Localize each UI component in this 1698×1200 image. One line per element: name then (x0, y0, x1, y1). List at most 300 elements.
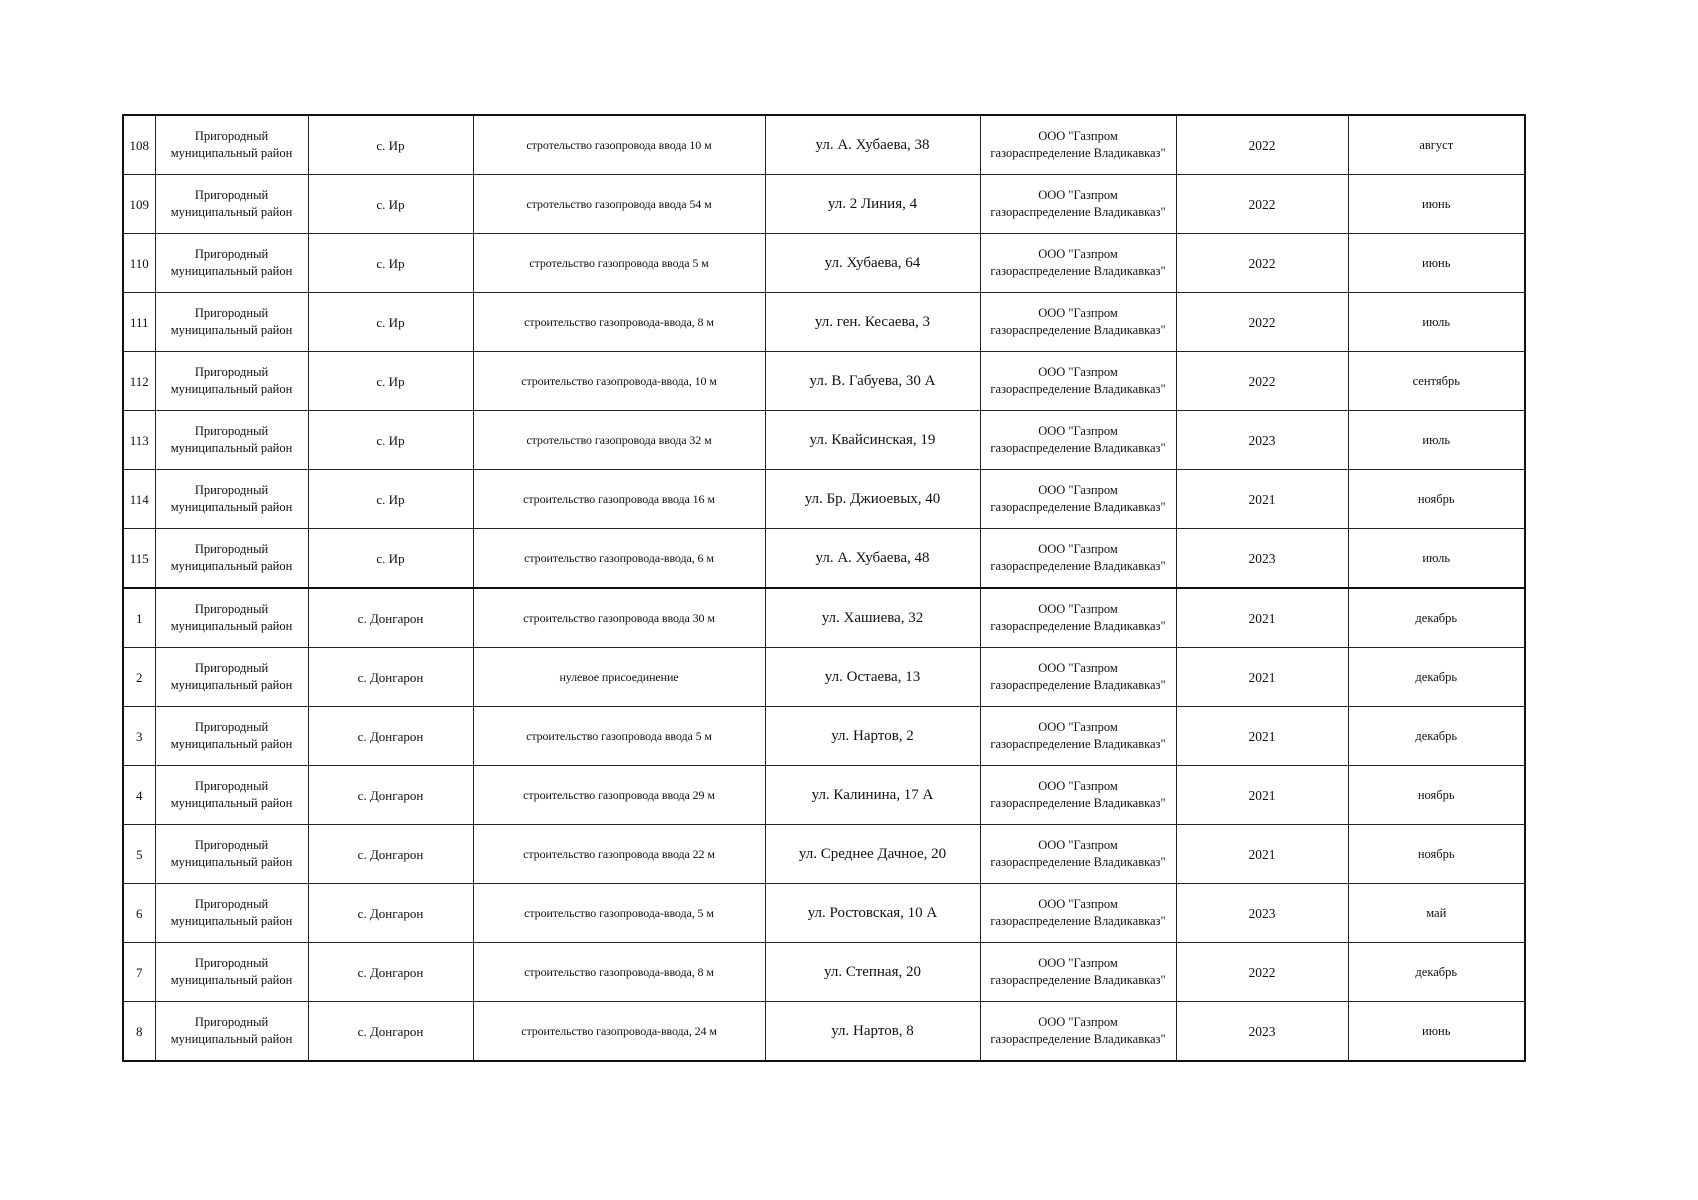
work-type-cell (473, 825, 765, 884)
district-cell (155, 943, 308, 1002)
organization-cell (980, 588, 1176, 648)
locality-text: с. Донгарон (357, 728, 424, 744)
work-type-text: строительство газопровода-ввода, 8 м (524, 964, 714, 979)
row-number-text: 1 (136, 610, 143, 626)
address-cell (765, 943, 980, 1002)
work-type-cell (473, 293, 765, 352)
organization-text: ООО "Газпром (1038, 779, 1118, 793)
work-type-cell (473, 529, 765, 589)
district-cell (155, 470, 308, 529)
organization-text: газораспределение Владикавказ" (990, 619, 1166, 633)
district-text: муниципальный район (170, 559, 293, 573)
work-type-text: строительство газопровода-ввода, 8 м (524, 314, 714, 329)
organization-text: ООО "Газпром (1038, 897, 1118, 911)
district-cell (155, 293, 308, 352)
locality-text: с. Ир (376, 314, 405, 330)
address-cell (765, 766, 980, 825)
year-cell (1176, 115, 1348, 175)
month-text: июнь (1422, 196, 1451, 211)
row-number-text: 109 (129, 196, 149, 212)
organization-text: газораспределение Владикавказ" (990, 441, 1166, 455)
organization-cell (980, 411, 1176, 470)
district-cell (155, 1002, 308, 1062)
district-text: Пригородный (194, 602, 269, 616)
year-text: 2022 (1248, 373, 1276, 389)
gasification-table (122, 114, 1526, 1062)
row-number-text: 112 (129, 373, 149, 389)
work-type-text: строительство газопровода-ввода, 24 м (521, 1023, 717, 1038)
address-text: ул. А. Хубаева, 48 (815, 549, 930, 566)
row-number-cell (123, 234, 155, 293)
month-text: ноябрь (1417, 787, 1455, 802)
month-cell (1348, 766, 1525, 825)
month-text: декабрь (1415, 669, 1458, 684)
locality-cell (308, 411, 473, 470)
row-number-text: 4 (136, 787, 143, 803)
work-type-cell (473, 588, 765, 648)
year-text: 2022 (1248, 255, 1276, 271)
locality-text: с. Донгарон (357, 787, 424, 803)
organization-text: газораспределение Владикавказ" (990, 500, 1166, 514)
row-number-text: 115 (129, 550, 149, 566)
district-text: Пригородный (194, 779, 269, 793)
table-row (123, 884, 1525, 943)
work-type-cell (473, 234, 765, 293)
locality-cell (308, 234, 473, 293)
address-cell (765, 648, 980, 707)
table-row (123, 766, 1525, 825)
district-cell (155, 825, 308, 884)
organization-text: газораспределение Владикавказ" (990, 678, 1166, 692)
month-text: июнь (1422, 1023, 1451, 1038)
locality-cell (308, 766, 473, 825)
district-text: Пригородный (194, 542, 269, 556)
year-text: 2021 (1248, 491, 1276, 507)
locality-text: с. Донгарон (357, 1023, 424, 1039)
address-cell (765, 588, 980, 648)
address-cell (765, 234, 980, 293)
locality-cell (308, 648, 473, 707)
district-cell (155, 884, 308, 943)
year-text: 2021 (1248, 787, 1276, 803)
locality-text: с. Донгарон (357, 846, 424, 862)
month-cell (1348, 470, 1525, 529)
locality-cell (308, 884, 473, 943)
organization-text: газораспределение Владикавказ" (990, 559, 1166, 573)
locality-cell (308, 943, 473, 1002)
year-text: 2022 (1248, 137, 1276, 153)
month-cell (1348, 293, 1525, 352)
table-row (123, 943, 1525, 1002)
address-cell (765, 175, 980, 234)
year-text: 2022 (1248, 196, 1276, 212)
year-cell (1176, 707, 1348, 766)
organization-cell (980, 234, 1176, 293)
organization-text: газораспределение Владикавказ" (990, 914, 1166, 928)
row-number-text: 114 (129, 491, 149, 507)
row-number-text: 113 (129, 432, 149, 448)
month-cell (1348, 707, 1525, 766)
address-text: ул. Остаева, 13 (824, 668, 921, 685)
district-text: муниципальный район (170, 146, 293, 160)
locality-text: с. Ир (376, 196, 405, 212)
district-cell (155, 707, 308, 766)
table-row (123, 352, 1525, 411)
year-text: 2021 (1248, 846, 1276, 862)
locality-cell (308, 352, 473, 411)
address-cell (765, 529, 980, 589)
work-type-text: строительство газопровода ввода 29 м (523, 787, 715, 802)
row-number-text: 3 (136, 728, 143, 744)
month-cell (1348, 529, 1525, 589)
address-text: ул. Калинина, 17 А (811, 786, 934, 803)
organization-cell (980, 352, 1176, 411)
district-cell (155, 115, 308, 175)
table-row (123, 1002, 1525, 1062)
address-text: ул. ген. Кесаева, 3 (814, 313, 931, 330)
work-type-cell (473, 707, 765, 766)
district-cell (155, 529, 308, 589)
district-text: Пригородный (194, 247, 269, 261)
district-text: муниципальный район (170, 619, 293, 633)
district-cell (155, 588, 308, 648)
month-cell (1348, 588, 1525, 648)
district-text: Пригородный (194, 129, 269, 143)
locality-cell (308, 175, 473, 234)
district-text: муниципальный район (170, 441, 293, 455)
year-cell (1176, 588, 1348, 648)
address-cell (765, 707, 980, 766)
work-type-text: нулевое присоединение (559, 669, 679, 684)
address-cell (765, 115, 980, 175)
district-text: муниципальный район (170, 737, 293, 751)
district-text: Пригородный (194, 897, 269, 911)
month-text: июль (1422, 550, 1451, 565)
month-text: сентябрь (1412, 373, 1460, 388)
organization-text: газораспределение Владикавказ" (990, 146, 1166, 160)
locality-cell (308, 115, 473, 175)
year-cell (1176, 943, 1348, 1002)
locality-text: с. Ир (376, 137, 405, 153)
organization-cell (980, 470, 1176, 529)
organization-text: ООО "Газпром (1038, 602, 1118, 616)
organization-text: ООО "Газпром (1038, 542, 1118, 556)
year-text: 2021 (1248, 610, 1276, 626)
month-cell (1348, 115, 1525, 175)
row-number-cell (123, 588, 155, 648)
district-text: Пригородный (194, 1015, 269, 1029)
month-text: декабрь (1415, 728, 1458, 743)
table-row (123, 648, 1525, 707)
locality-text: с. Ир (376, 255, 405, 271)
month-text: июль (1422, 432, 1451, 447)
month-cell (1348, 648, 1525, 707)
month-cell (1348, 943, 1525, 1002)
work-type-cell (473, 1002, 765, 1062)
month-cell (1348, 175, 1525, 234)
organization-text: газораспределение Владикавказ" (990, 1032, 1166, 1046)
month-cell (1348, 411, 1525, 470)
district-cell (155, 234, 308, 293)
district-text: муниципальный район (170, 382, 293, 396)
district-text: муниципальный район (170, 914, 293, 928)
locality-text: с. Донгарон (357, 905, 424, 921)
year-text: 2022 (1248, 314, 1276, 330)
month-text: июль (1422, 314, 1451, 329)
table-row (123, 293, 1525, 352)
district-text: Пригородный (194, 483, 269, 497)
row-number-text: 8 (136, 1023, 143, 1039)
district-cell (155, 411, 308, 470)
organization-text: газораспределение Владикавказ" (990, 205, 1166, 219)
organization-cell (980, 943, 1176, 1002)
table-row (123, 115, 1525, 175)
locality-text: с. Ир (376, 373, 405, 389)
address-text: ул. Нартов, 2 (831, 727, 914, 744)
organization-text: ООО "Газпром (1038, 365, 1118, 379)
address-cell (765, 884, 980, 943)
year-text: 2021 (1248, 728, 1276, 744)
month-text: май (1426, 905, 1447, 920)
district-text: муниципальный район (170, 1032, 293, 1046)
month-text: ноябрь (1417, 491, 1455, 506)
row-number-text: 110 (129, 255, 149, 271)
work-type-cell (473, 766, 765, 825)
address-text: ул. А. Хубаева, 38 (815, 136, 930, 153)
month-text: август (1419, 137, 1454, 152)
row-number-cell (123, 293, 155, 352)
organization-cell (980, 707, 1176, 766)
organization-text: ООО "Газпром (1038, 188, 1118, 202)
year-text: 2023 (1248, 550, 1276, 566)
table-row (123, 588, 1525, 648)
row-number-cell (123, 411, 155, 470)
year-text: 2023 (1248, 1023, 1276, 1039)
organization-text: ООО "Газпром (1038, 129, 1118, 143)
organization-text: ООО "Газпром (1038, 1015, 1118, 1029)
district-cell (155, 648, 308, 707)
row-number-text: 2 (136, 669, 143, 685)
locality-cell (308, 825, 473, 884)
address-cell (765, 293, 980, 352)
district-text: Пригородный (194, 720, 269, 734)
organization-cell (980, 529, 1176, 589)
organization-text: газораспределение Владикавказ" (990, 973, 1166, 987)
district-cell (155, 352, 308, 411)
work-type-cell (473, 115, 765, 175)
district-text: муниципальный район (170, 973, 293, 987)
district-text: муниципальный район (170, 855, 293, 869)
locality-cell (308, 707, 473, 766)
address-text: ул. В. Габуева, 30 А (809, 372, 936, 389)
district-text: муниципальный район (170, 678, 293, 692)
district-text: муниципальный район (170, 323, 293, 337)
address-cell (765, 352, 980, 411)
month-cell (1348, 352, 1525, 411)
district-text: муниципальный район (170, 796, 293, 810)
work-type-cell (473, 943, 765, 1002)
organization-text: газораспределение Владикавказ" (990, 382, 1166, 396)
work-type-cell (473, 470, 765, 529)
year-cell (1176, 529, 1348, 589)
district-cell (155, 175, 308, 234)
address-text: ул. Хубаева, 64 (824, 254, 921, 271)
work-type-cell (473, 411, 765, 470)
organization-cell (980, 115, 1176, 175)
locality-cell (308, 588, 473, 648)
address-text: ул. Среднее Дачное, 20 (798, 845, 947, 862)
organization-cell (980, 825, 1176, 884)
year-cell (1176, 766, 1348, 825)
organization-text: ООО "Газпром (1038, 424, 1118, 438)
year-cell (1176, 293, 1348, 352)
district-text: Пригородный (194, 188, 269, 202)
address-text: ул. Бр. Джиоевых, 40 (804, 490, 941, 507)
table-row (123, 825, 1525, 884)
row-number-cell (123, 470, 155, 529)
row-number-cell (123, 115, 155, 175)
organization-text: ООО "Газпром (1038, 306, 1118, 320)
year-text: 2023 (1248, 905, 1276, 921)
organization-text: газораспределение Владикавказ" (990, 796, 1166, 810)
year-cell (1176, 411, 1348, 470)
year-cell (1176, 648, 1348, 707)
address-text: ул. 2 Линия, 4 (827, 195, 918, 212)
work-type-text: строительство газопровода-ввода, 6 м (524, 550, 714, 565)
row-number-cell (123, 352, 155, 411)
work-type-text: строительство газопровода ввода 22 м (523, 846, 715, 861)
table-row (123, 707, 1525, 766)
table-row (123, 411, 1525, 470)
row-number-cell (123, 884, 155, 943)
district-text: Пригородный (194, 838, 269, 852)
work-type-cell (473, 175, 765, 234)
district-cell (155, 766, 308, 825)
address-cell (765, 411, 980, 470)
row-number-text: 108 (129, 137, 149, 153)
work-type-cell (473, 648, 765, 707)
locality-text: с. Донгарон (357, 669, 424, 685)
locality-cell (308, 529, 473, 589)
organization-cell (980, 293, 1176, 352)
table-row (123, 470, 1525, 529)
address-cell (765, 825, 980, 884)
year-text: 2021 (1248, 669, 1276, 685)
district-text: муниципальный район (170, 500, 293, 514)
table-row (123, 234, 1525, 293)
district-text: Пригородный (194, 424, 269, 438)
table-body (123, 115, 1525, 1061)
month-cell (1348, 1002, 1525, 1062)
organization-text: газораспределение Владикавказ" (990, 323, 1166, 337)
work-type-text: строительство газопровода ввода 5 м (526, 728, 712, 743)
district-text: Пригородный (194, 956, 269, 970)
month-cell (1348, 884, 1525, 943)
organization-cell (980, 1002, 1176, 1062)
district-text: Пригородный (194, 306, 269, 320)
table-row (123, 175, 1525, 234)
row-number-text: 111 (129, 314, 149, 330)
month-text: декабрь (1415, 610, 1458, 625)
work-type-text: строительство газопровода-ввода, 10 м (521, 373, 717, 388)
locality-text: с. Донгарон (357, 610, 424, 626)
month-text: декабрь (1415, 964, 1458, 979)
locality-text: с. Донгарон (357, 964, 424, 980)
work-type-text: строительство газопровода-ввода, 5 м (524, 905, 714, 920)
year-text: 2023 (1248, 432, 1276, 448)
year-cell (1176, 234, 1348, 293)
organization-cell (980, 648, 1176, 707)
locality-text: с. Ир (376, 491, 405, 507)
organization-cell (980, 884, 1176, 943)
year-cell (1176, 825, 1348, 884)
organization-cell (980, 766, 1176, 825)
address-text: ул. Квайсинская, 19 (809, 431, 936, 448)
organization-text: ООО "Газпром (1038, 956, 1118, 970)
organization-text: ООО "Газпром (1038, 483, 1118, 497)
work-type-cell (473, 884, 765, 943)
locality-text: с. Ир (376, 432, 405, 448)
address-text: ул. Степная, 20 (824, 963, 921, 980)
year-cell (1176, 175, 1348, 234)
year-cell (1176, 352, 1348, 411)
address-cell (765, 1002, 980, 1062)
organization-cell (980, 175, 1176, 234)
district-text: муниципальный район (170, 205, 293, 219)
locality-cell (308, 470, 473, 529)
row-number-cell (123, 529, 155, 589)
organization-text: газораспределение Владикавказ" (990, 264, 1166, 278)
month-cell (1348, 234, 1525, 293)
work-type-text: стротельство газопровода ввода 5 м (529, 255, 709, 270)
address-text: ул. Ростовская, 10 А (807, 904, 938, 921)
row-number-cell (123, 825, 155, 884)
organization-text: ООО "Газпром (1038, 661, 1118, 675)
work-type-text: стротельство газопровода ввода 54 м (526, 196, 712, 211)
row-number-text: 5 (136, 846, 143, 862)
address-text: ул. Хашиева, 32 (821, 609, 924, 626)
row-number-cell (123, 175, 155, 234)
organization-text: ООО "Газпром (1038, 247, 1118, 261)
work-type-cell (473, 352, 765, 411)
organization-text: газораспределение Владикавказ" (990, 737, 1166, 751)
district-text: муниципальный район (170, 264, 293, 278)
row-number-cell (123, 943, 155, 1002)
year-cell (1176, 470, 1348, 529)
district-text: Пригородный (194, 661, 269, 675)
month-text: ноябрь (1417, 846, 1455, 861)
row-number-cell (123, 648, 155, 707)
district-text: Пригородный (194, 365, 269, 379)
month-cell (1348, 825, 1525, 884)
work-type-text: стротельство газопровода ввода 32 м (526, 432, 712, 447)
work-type-text: строительство газопровода ввода 16 м (523, 491, 715, 506)
work-type-text: строительство газопровода ввода 30 м (523, 610, 715, 625)
row-number-text: 7 (136, 964, 143, 980)
organization-text: ООО "Газпром (1038, 838, 1118, 852)
year-cell (1176, 1002, 1348, 1062)
row-number-cell (123, 1002, 155, 1062)
locality-cell (308, 1002, 473, 1062)
address-cell (765, 470, 980, 529)
row-number-cell (123, 707, 155, 766)
month-text: июнь (1422, 255, 1451, 270)
table-row (123, 529, 1525, 589)
year-text: 2022 (1248, 964, 1276, 980)
organization-text: ООО "Газпром (1038, 720, 1118, 734)
row-number-text: 6 (136, 905, 143, 921)
address-text: ул. Нартов, 8 (831, 1022, 914, 1039)
